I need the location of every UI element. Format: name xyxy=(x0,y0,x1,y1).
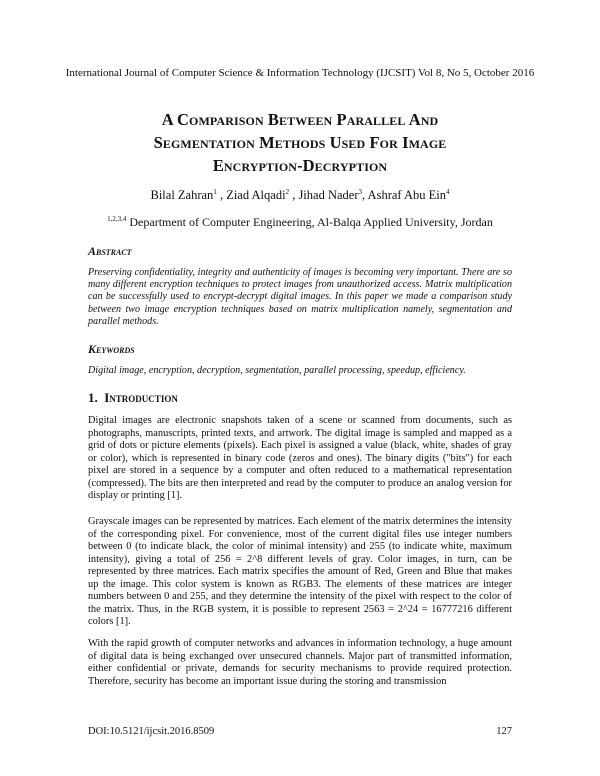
title-line-2: Segmentation Methods Used For Image xyxy=(153,133,447,152)
author-sup: 1 xyxy=(213,188,217,196)
author-name: Bilal Zahran xyxy=(150,188,214,202)
section-title: Introduction xyxy=(104,390,178,405)
abstract-heading: Abstract xyxy=(88,244,132,258)
title-line-1: A Comparison Between Parallel And xyxy=(161,110,439,129)
author-name: Ashraf Abu Ein xyxy=(367,188,447,202)
author-list: Bilal Zahran$^1$ , Ziad Alqadi$^2$ , Jihad Nader$^3$, Ashraf Abu Ein$^4$ xyxy=(150,188,450,202)
journal-header: International Journal of Computer Science & Information Technology (IJCSIT) Vol 8, No 5, October 2016 xyxy=(65,67,535,79)
abstract-text: Preserving confidentiality, integrity and authenticity of images is becoming very important. There are so many different encryption techniques to protect images from unauthorized access. Matrix multiplication can be successfully used to encrypt-decrypt digital images. In this paper we made a comparison study between two image encryption techniques based on matrix multiplication namely, segmentation and parallel methods. xyxy=(88,267,512,327)
author-sup: 3 xyxy=(358,188,362,196)
author-name: Ziad Alqadi xyxy=(226,188,286,202)
affiliation xyxy=(0,215,600,230)
intro-paragraph-3: With the rapid growth of computer networks and advances in information technology, a huge amount of digital data is being exchanged over unsecured channels. Major part of transmitted information, either confidential or private, demands for security mechanisms to provide required protection. Therefore, security has become an important issue during the storing and transmission xyxy=(88,638,512,687)
title-line-3: Encryption-Decryption xyxy=(212,156,388,175)
doi-text: DOI:10.5121/ijcsit.2016.8509 xyxy=(88,726,215,737)
intro-paragraph-1: Digital images are electronic snapshots taken of a scene or scanned from documents, such as photographs, manuscripts, printed texts, and artwork. The digital image is sampled and mapped as a grid of dots or picture elements (pixels). Each pixel is assigned a value (black, white, shades of gray or color), which is represented in binary code (zeros and ones). The binary digits ("bits") for each pixel are stored in a sequence by a computer and often reduced to a mathematical representation (compressed). The bits are then interpreted and read by the computer to produce an analog version for display or printing [1]. xyxy=(88,415,512,502)
keywords-heading: Keywords xyxy=(88,342,135,356)
page-number: 127 xyxy=(496,726,512,737)
intro-paragraph-2: Grayscale images can be represented by matrices. Each element of the matrix determines the intensity of the corresponding pixel. For convenience, most of the current digital files use integer numbers between 0 (to indicate black, the color of minimal intensity) and 255 (to indicate white, maximum intensity), giving a total of 256 = 2^8 different levels of gray. Color images, in turn, can be represented by three matrices. Each matrix specifies the amount of Red, Green and Blue that makes up the image. This color system is known as RGB3. The elements of these matrices are integer numbers between 0 and 255, and they determine the intensity of the pixel with respect to the color of the matrix. Thus, in the RGB system, it is possible to represent 2563 = 2^24 = 16777216 different colors [1]. xyxy=(88,516,512,628)
introduction-heading xyxy=(88,390,178,405)
author-sup: 4 xyxy=(446,188,450,196)
author-name: Jihad Nader xyxy=(298,188,359,202)
keywords-text: Digital image, encryption, decryption, segmentation, parallel processing, speedup, efficiency. xyxy=(88,365,466,376)
author-sup: 2 xyxy=(285,188,290,196)
affiliation-text: Department of Computer Engineering, Al-Balqa Applied University, Jordan xyxy=(129,215,493,229)
paper-title xyxy=(80,108,520,177)
affiliation-sup: 1,2,3,4 xyxy=(107,215,127,223)
section-number: 1. xyxy=(88,390,98,405)
